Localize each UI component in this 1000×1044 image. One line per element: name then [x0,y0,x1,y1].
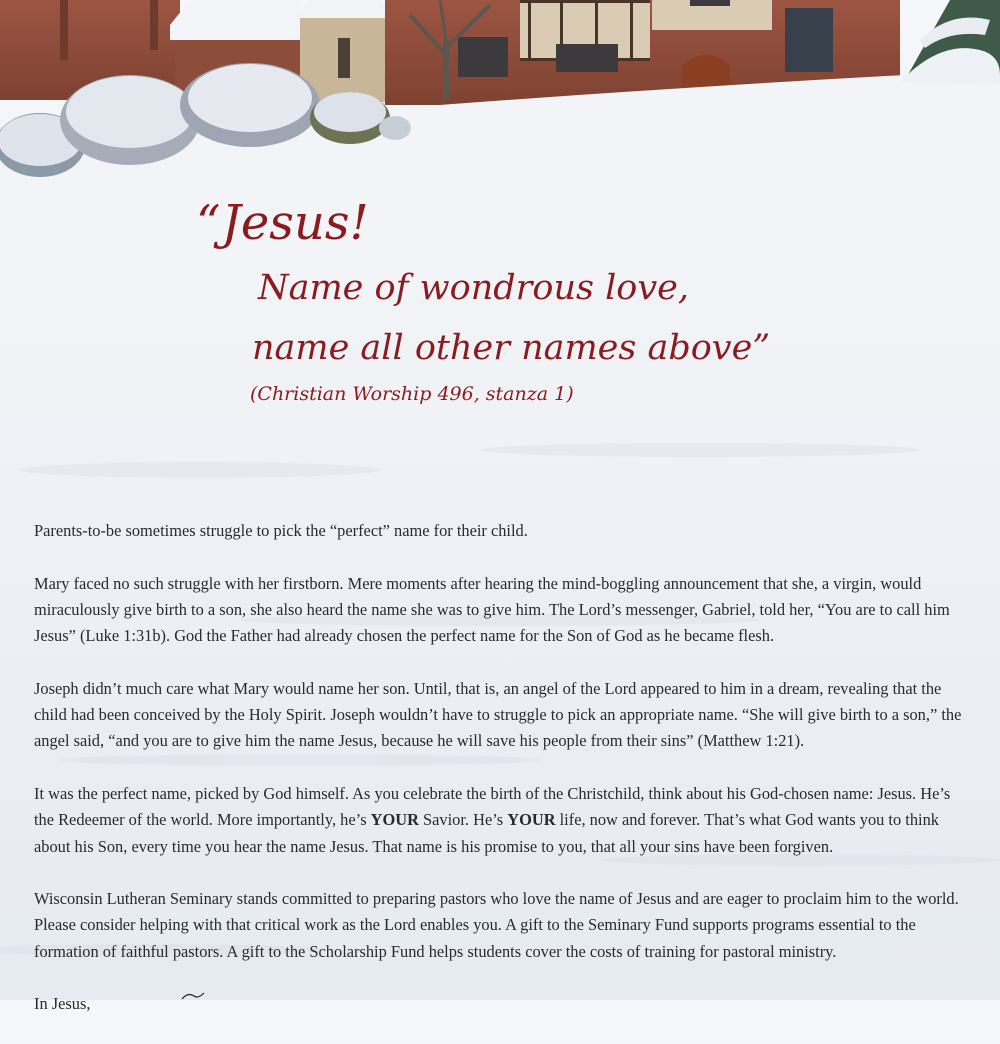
signature-stroke [180,990,210,1000]
paragraph-2: Mary faced no such struggle with her firstborn. Mere moments after hearing the mind-boggling announcement that she, a virgin, would miraculously give birth to a son, she also heard the name she was to give him. The Lord’s messenger, Gabriel, told her, “You are to call him Jesus” (Luke 1:31b). God the Father had already chosen the perfect name for the Son of God as he became flesh. [34,573,950,646]
paragraph-4-part-c: life, now and forever. That’s what God wants you to think about his Son, every time you hear the name Jesus. That name is his promise to you, that all your sins have been forgiven. [34,810,939,856]
paragraph-4 [34,781,974,860]
paragraph-3: Joseph didn’t much care what Mary would name her son. Until, that is, an angel of the Lord appeared to him in a dream, revealing that the child had been conceived by the Holy Spirit. Joseph wouldn’t have to struggle to pick an appropriate name. “She will give birth to a son,” the angel said, “and you are to give him the name Jesus, because he will save his people from their sins” (Matthew 1:21). [34,678,962,751]
quote-line-1: “Jesus! [196,195,369,251]
hymn-quote [0,0,1000,420]
quote-line-2: Name of wondrous love, [258,268,689,308]
emphasis-your-1: YOUR [370,810,419,830]
paragraph-5: Wisconsin Lutheran Seminary stands committed to preparing pastors who love the name of Jesus and are eager to proclaim him to the world. Please consider helping with that critical work as the Lord enables you. A gift to the Seminary Fund supports programs essential to the formation of faithful pastors. A gift to the Scholarship Fund helps students cover the costs of training for pastoral ministry. [34,889,959,961]
emphasis-your-2: YOUR [507,810,556,830]
paragraph-4-part-b: Savior. He’s [418,810,508,830]
quote-citation: (Christian Worship 496, stanza 1) [250,383,574,405]
paragraph-1: Parents-to-be sometimes struggle to pick the “perfect” name for their child. [34,521,528,540]
letter-body [34,518,974,1044]
closing: In Jesus, [34,994,91,1014]
paragraph-4-part-a: It was the perfect name, picked by God himself. As you celebrate the birth of the Christchild, think about his God-chosen name: Jesus. He’s the Redeemer of the world. More importantly, he’s [34,783,951,830]
quote-line-3: name all other names above” [252,328,771,368]
